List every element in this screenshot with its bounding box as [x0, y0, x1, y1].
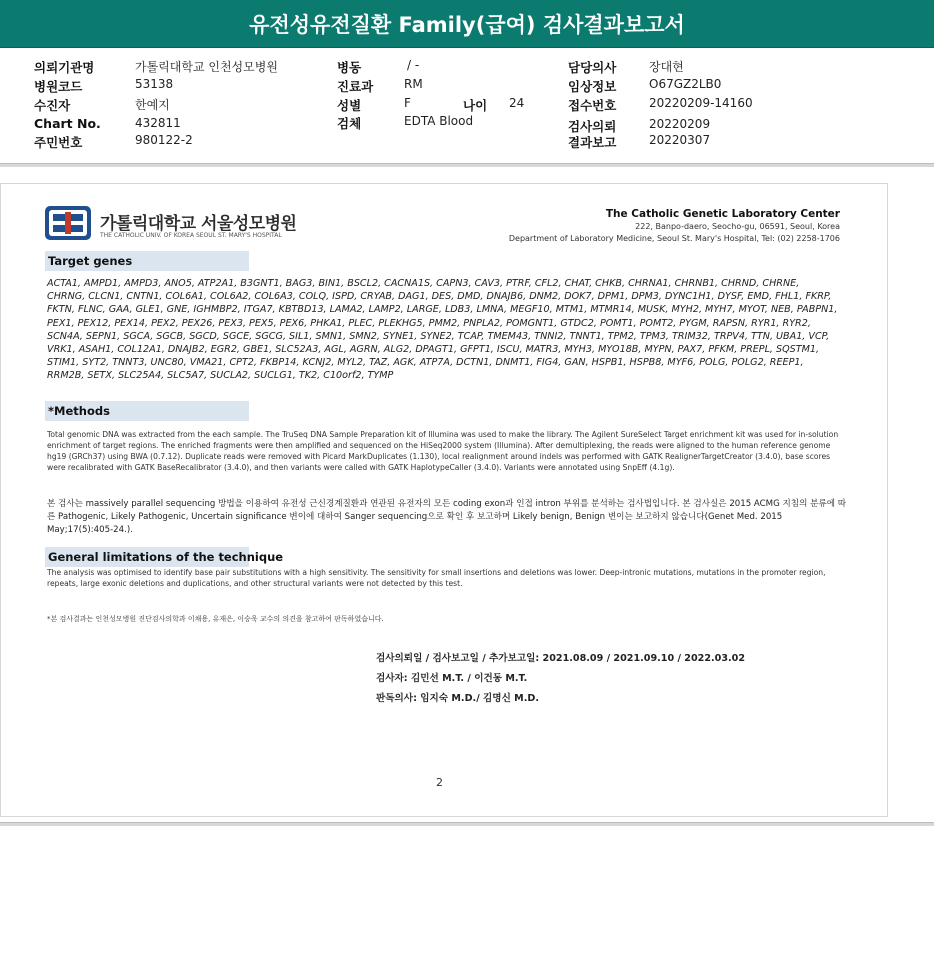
- report-date-label: 결과보고: [568, 135, 617, 150]
- limitations-text: The analysis was optimised to identify base pair substitutions with a high sensitivity. The sensitivity for small insertions and deletions was lower. Deep-intronic mutations, mutations in the promoter region, repeats, large exonic deletions and duplications, and other structural variants were not detected by this test.: [47, 568, 826, 589]
- limitations-heading: General limitations of the technique: [45, 547, 249, 567]
- recipient-label: 수진자: [34, 98, 71, 113]
- request-date-value: 20220209: [649, 117, 711, 131]
- resident-no-value: 980122-2: [135, 133, 193, 147]
- signoff-block: [376, 650, 745, 710]
- report-title: 유전성유전질환 Family(급여) 검사결과보고서: [0, 0, 934, 48]
- chart-no-value: 432811: [135, 116, 181, 130]
- signoff-dates: 검사의뢰일 / 검사보고일 / 추가보고일: 2021.08.09 / 2021.09.10 / 2022.03.02: [376, 653, 746, 664]
- specimen-label: 검체: [337, 116, 362, 131]
- report-date-value: 20220307: [649, 133, 711, 147]
- hospital-code-label: 병원코드: [34, 79, 83, 94]
- signoff-technicians: 검사자: 김민선 M.T. / 이건동 M.T.: [376, 673, 528, 684]
- hospital-name-en: THE CATHOLIC UNIV. OF KOREA SEOUL ST. MARY'S HOSPITAL: [100, 232, 282, 239]
- lab-center-address: 222, Banpo-daero, Seocho-gu, 06591, Seoul, Korea: [635, 222, 840, 231]
- department-label: 진료과: [337, 79, 374, 94]
- ward-label: 병동: [337, 60, 362, 75]
- receipt-no-label: 접수번호: [568, 98, 617, 113]
- methods-text-ko: 본 검사는 massively parallel sequencing 방법을 이용하여 유전성 근신경계질환과 연관된 유전자의 모든 coding exon과 인접 intron 부위를 분석하는 검사법입니다. 본 검사실은 2015 ACMG 지침의 분류에 따른 Pathogenic, Likely Pathogenic, Uncertain significance 변이에 대하여 Sanger sequencing으로 확인 후 보고하며 Likely benign, Benign 변이는 보고하지 않습니다(Genet Med. 2015 May;17(5):405-24.).: [47, 499, 847, 535]
- target-genes-heading: Target genes: [45, 251, 249, 271]
- recipient-value: 한예지: [135, 98, 170, 112]
- lab-center-name: The Catholic Genetic Laboratory Center: [605, 208, 840, 220]
- age-label: 나이: [463, 98, 488, 113]
- request-date-label: 검사의뢰: [568, 119, 617, 134]
- sex-value: F: [404, 96, 411, 110]
- resident-no-label: 주민번호: [34, 135, 83, 150]
- interpretation-note: *본 검사결과는 인천성모병원 진단검사의학과 이채용, 유재은, 이승욱 교수의 의견을 참고하여 판독하였습니다.: [47, 615, 384, 623]
- hospital-name-ko: 가톨릭대학교 서울성모병원: [100, 214, 297, 234]
- signoff-physicians: 판독의사: 임지숙 M.D./ 김명신 M.D.: [376, 693, 539, 704]
- divider: [0, 163, 934, 167]
- physician-value: 장대현: [649, 60, 684, 74]
- hospital-emblem-icon: [44, 205, 92, 241]
- receipt-no-value: 20220209-14160: [649, 96, 753, 110]
- target-genes-list: ACTA1, AMPD1, AMPD3, ANO5, ATP2A1, B3GNT1, BAG3, BIN1, BSCL2, CACNA1S, CAPN3, CAV3, PTRF, CFL2, CHAT, CHKB, CHRNA1, CHRNB1, CHRND, CHRNE, CHRNG, CLCN1, CNTN1, COL6A1, COL6A2, COL6A3, COLQ, ISPD, CRYAB, DAG1, DES, DMD, DNAJB6, DNM2, DOK7, DPM1, DPM3, DYNC1H1, DYSF, EMD, FHL1, FKRP, FKTN, FLNC, GAA, GLE1, GNE, IGHMBP2, ITGA7, KBTBD13, LAMA2, LAMP2, LARGE, LDB3, LMNA, MEGF10, MTM1, MTMR14, MUSK, MYH2, MYH7, MYOT, NEB, PABPN1, PEX1, PEX12, PEX14, PEX2, PEX26, PEX3, PEX5, PEX6, PHKA1, PLEC, PLEKHG5, PMM2, PNPLA2, POMGNT1, GTDC2, POMT1, POMT2, PYGM, RAPSN, RYR1, RYR2, SCN4A, SEPN1, SGCA, SGCB, SGCD, SGCE, SGCG, SIL1, SMN1, SMN2, SYNE1, SYNE2, TCAP, TMEM43, TNNI2, TNNT1, TPM2, TPM3, TRIM32, TRPV4, TTN, UBA1, VCP, VRK1, ASAH1, COL12A1, DNAJB2, EGR2, GBE1, SLC52A3, AGL, AGRN, ALG2, DPAGT1, GFPT1, ISCU, MATR3, MYH3, MYO18B, MYPN, PAX7, PFKM, PREPL, SQSTM1, STIM1, SYT2, TNNT3, UNC80, VMA21, CPT2, FKBP14, KCNJ2, MYL2, TAZ, AGK, ATP7A, DCTN1, DNMT1, FIG4, GAN, HSPB1, HSPB8, MYF6, POLG, POLG2, REEP1, RRM2B, SETX, SLC25A4, SLC5A7, SUCLA2, SUCLG1, TK2, C10orf2, TYMP: [47, 278, 838, 382]
- chart-no-label: Chart No.: [34, 116, 101, 131]
- age-value: 24: [509, 96, 525, 110]
- divider-bottom: [0, 822, 934, 826]
- institution-value: 가톨릭대학교 인천성모병원: [135, 60, 278, 74]
- page-number: 2: [436, 776, 443, 789]
- hospital-code-value: 53138: [135, 77, 174, 91]
- department-value: RM: [404, 77, 423, 91]
- physician-label: 담당의사: [568, 60, 617, 75]
- specimen-value: EDTA Blood: [404, 114, 474, 128]
- methods-heading: *Methods: [45, 401, 249, 421]
- ward-value: / -: [407, 58, 420, 72]
- patient-info-panel: [0, 56, 934, 156]
- sex-label: 성별: [337, 98, 362, 113]
- clinical-info-value: O67GZ2LB0: [649, 77, 722, 91]
- lab-center-department: Department of Laboratory Medicine, Seoul St. Mary's Hospital, Tel: (02) 2258-1706: [508, 234, 840, 243]
- institution-label: 의뢰기관명: [34, 60, 95, 75]
- methods-text-en: Total genomic DNA was extracted from the each sample. The TruSeq DNA Sample Preparation kit of Illumina was used to make the library. The Agilent SureSelect Target enrichment kit was used for in-solution enrichment of target regions. The enriched fragments were then amplified and sequenced on the HiSeq2000 system (Illumina). After demultiplexing, the reads were aligned to the human reference genome hg19 (GRCh37) using BWA (0.7.12). Duplicate reads were removed with Picard MarkDuplicates (1.130), local realignment around indels was performed with GATK RealignerTargetCreator (3.4.0), base scores were recalibrated with GATK BaseRecalibrator (3.4.0), and then variants were called with GATK HaplotypeCaller (3.4.0). Variants were annotated using SnpEff (4.1g).: [47, 430, 839, 473]
- clinical-info-label: 임상정보: [568, 79, 617, 94]
